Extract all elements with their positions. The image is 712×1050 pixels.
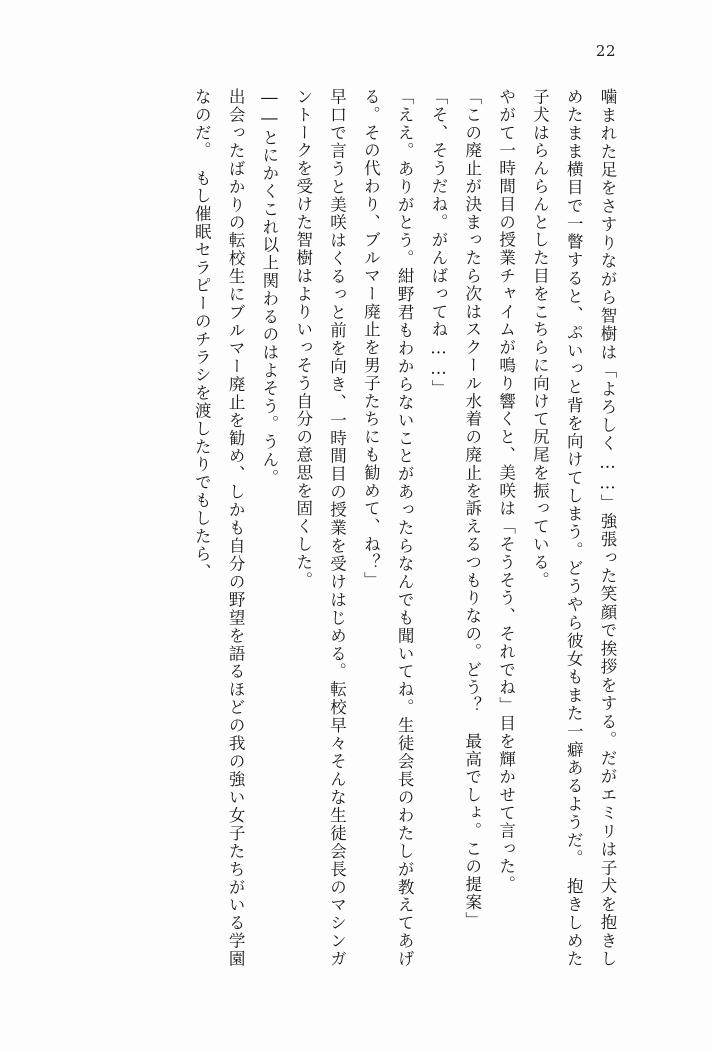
- paragraph: 噛まれた足をさすりながら智樹は「よろしく……」強張った笑顔で挨拶をする。だがエミリは子犬を抱きしめたまま横目で一瞥すると、ぷいっと背を向けてしまう。どうやら彼女もまた一癖あるようだ。 抱きしめた子犬はらんらんとした目をこちらに向けて尻尾を振っている。: [530, 88, 617, 968]
- paragraph: 「ええ。ありがとう。紺野君もわからないことがあったらなんでも聞いてね。生徒会長のわたしが教えてあげる。その代わり、ブルマー廃止を男子たちにも勧めて、ね？」: [361, 88, 415, 968]
- page-body-text: [84, 88, 624, 968]
- paragraph: ――とにかくこれ以上関わるのはよそう。うん。: [259, 88, 279, 487]
- paragraph: やがて一時間目の授業チャイムが鳴り響くと、美咲は「そうそう、それでね」目を輝かせて言った。: [496, 88, 516, 894]
- paragraph: 出会ったばかりの転校生にブルマー廃止を勧め、しかも自分の野望を語るほどの我の強い女子たちがいる学園なのだ。 もし催眠セラピーのチラシを渡したりでもしたら、: [192, 88, 246, 968]
- paragraph: 早口で言うと美咲はくるっと前を向き、一時間目の授業を受けはじめる。転校早々そんな生徒会長のマシンガントークを受けた智樹はよりいっそう自分の意思を固くした。: [293, 88, 347, 968]
- paragraph: 「この廃止が決まったら次はスクール水着の廃止を訴えるつもりなの。どう？ 最高でしょ。この提案」: [462, 88, 482, 930]
- page-number: 22: [595, 42, 616, 60]
- paragraph: 「そ、そうだね。がんばってね……」: [428, 88, 448, 398]
